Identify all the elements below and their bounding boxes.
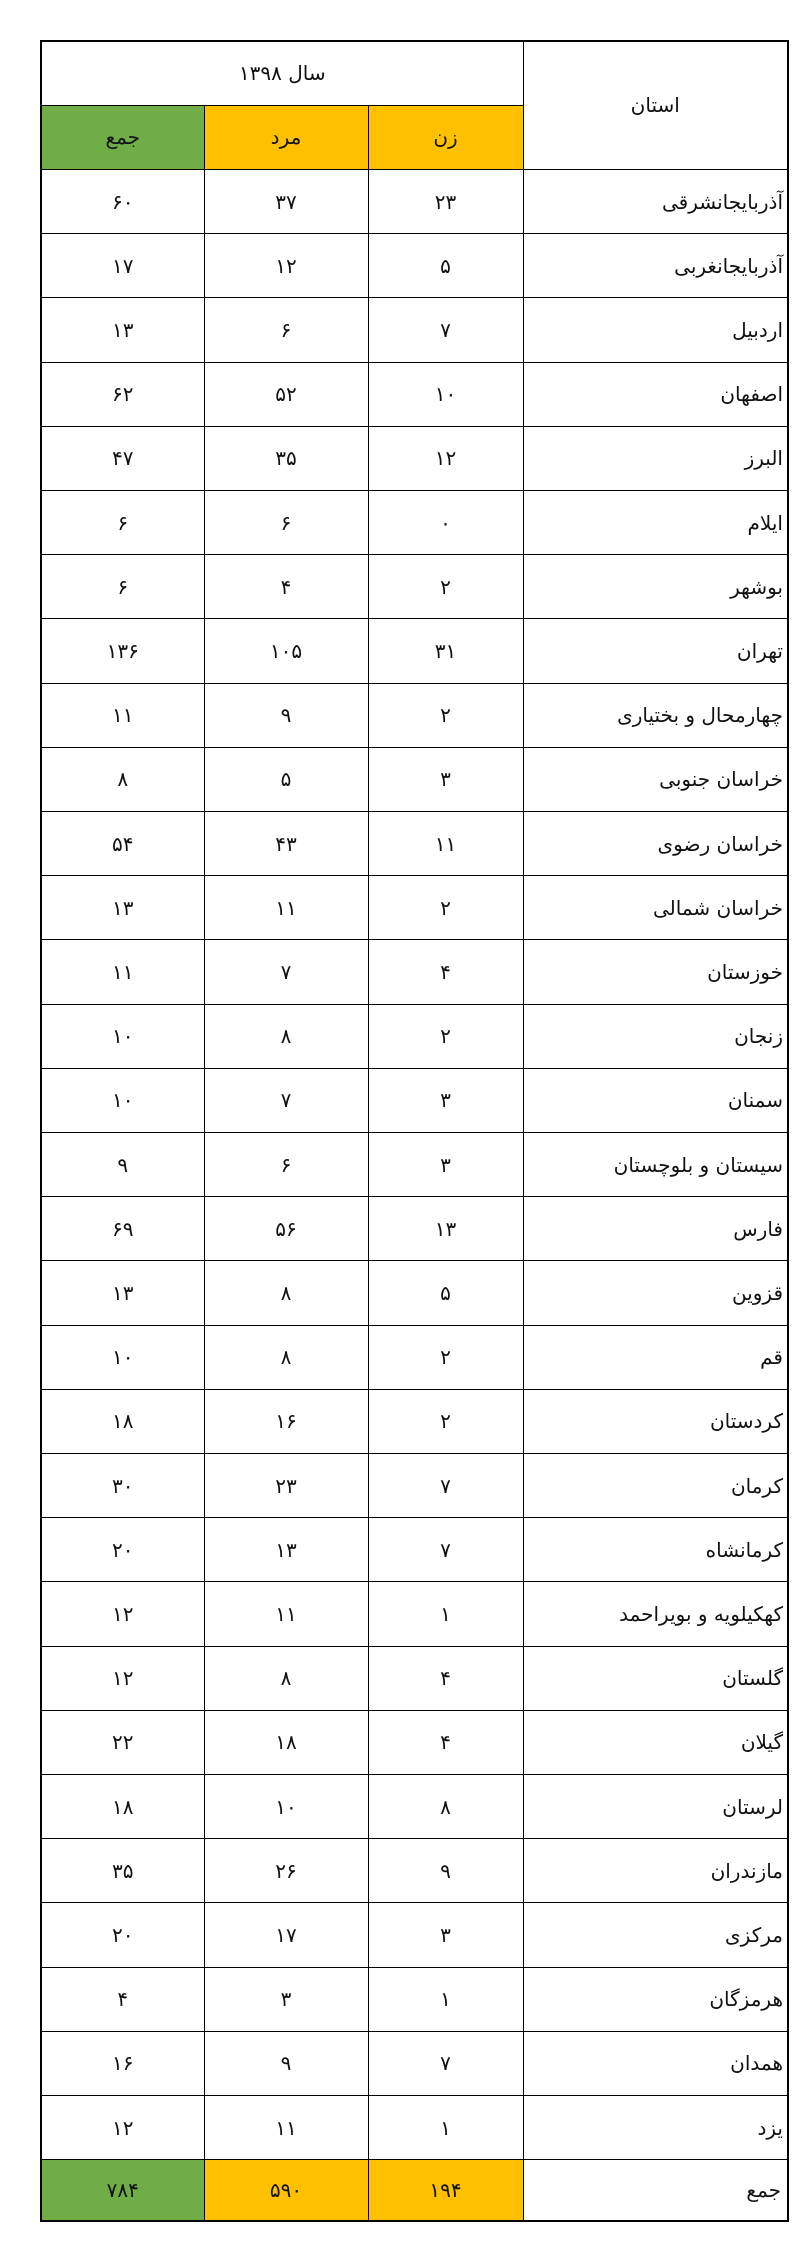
table-row [41,1132,788,1196]
total-count-cell: ۴۷ [41,426,204,490]
total-count-cell: ۱۲ [41,1646,204,1710]
province-cell: کردستان [523,1389,788,1453]
province-statistics-table [40,40,789,2222]
total-count-cell: ۱۱ [41,683,204,747]
male-count-cell: ۷ [204,1068,368,1132]
male-count-cell: ۹ [204,2031,368,2095]
table-row [41,1261,788,1325]
total-count-cell: ۶۲ [41,362,204,426]
male-count-cell: ۱۱ [204,1582,368,1646]
year-header-row [41,41,788,105]
male-count-cell: ۱۰۵ [204,619,368,683]
female-count-cell: ۲ [368,1389,523,1453]
province-cell: سمنان [523,1068,788,1132]
total-count-cell: ۳۵ [41,1839,204,1903]
table-body [41,41,788,2221]
table-row [41,1582,788,1646]
female-count-cell: ۳ [368,747,523,811]
male-column-header: مرد [204,105,368,169]
year-header: سال ۱۳۹۸ [41,41,523,105]
province-cell: تهران [523,619,788,683]
male-count-cell: ۶ [204,490,368,554]
table-row [41,1774,788,1838]
female-count-cell: ۷ [368,298,523,362]
female-count-cell: ۲ [368,876,523,940]
male-count-cell: ۵ [204,747,368,811]
totals-label: جمع [523,2160,788,2221]
table-row [41,1903,788,1967]
male-count-cell: ۱۲ [204,234,368,298]
total-count-cell: ۳۰ [41,1453,204,1517]
province-cell: مرکزی [523,1903,788,1967]
male-count-cell: ۲۶ [204,1839,368,1903]
province-cell: کرمانشاه [523,1518,788,1582]
province-cell: قزوین [523,1261,788,1325]
province-statistics-table-frame [40,40,787,2222]
total-count-cell: ۱۳ [41,298,204,362]
male-count-cell: ۶ [204,298,368,362]
female-count-cell: ۲ [368,1004,523,1068]
female-count-cell: ۵ [368,1261,523,1325]
total-count-cell: ۱۸ [41,1774,204,1838]
female-count-cell: ۲ [368,555,523,619]
total-count-cell: ۱۰ [41,1325,204,1389]
table-row [41,683,788,747]
table-row [41,811,788,875]
province-cell: چهارمحال و بختیاری [523,683,788,747]
female-count-cell: ۴ [368,1710,523,1774]
province-cell: خراسان شمالی [523,876,788,940]
female-count-cell: ۲ [368,1325,523,1389]
total-count-cell: ۱۲ [41,1582,204,1646]
total-count-cell: ۱۸ [41,1389,204,1453]
totals-male-cell: ۵۹۰ [204,2160,368,2221]
total-count-cell: ۹ [41,1132,204,1196]
table-row [41,1518,788,1582]
province-cell: خراسان رضوی [523,811,788,875]
total-count-cell: ۶ [41,490,204,554]
male-count-cell: ۱۶ [204,1389,368,1453]
totals-row [41,2160,788,2221]
province-cell: یزد [523,2096,788,2160]
male-count-cell: ۴ [204,555,368,619]
province-cell: گیلان [523,1710,788,1774]
male-count-cell: ۵۲ [204,362,368,426]
table-row [41,1389,788,1453]
table-row [41,1068,788,1132]
table-row [41,426,788,490]
female-count-cell: ۲۳ [368,169,523,233]
table-row [41,619,788,683]
table-row [41,555,788,619]
male-count-cell: ۱۱ [204,2096,368,2160]
total-count-cell: ۶۰ [41,169,204,233]
total-count-cell: ۲۰ [41,1518,204,1582]
totals-total-cell: ۷۸۴ [41,2160,204,2221]
female-count-cell: ۳ [368,1068,523,1132]
total-count-cell: ۵۴ [41,811,204,875]
province-cell: بوشهر [523,555,788,619]
province-cell: ایلام [523,490,788,554]
table-row [41,490,788,554]
total-count-cell: ۴ [41,1967,204,2031]
male-count-cell: ۱۳ [204,1518,368,1582]
province-cell: کرمان [523,1453,788,1517]
province-cell: آذربایجانغربی [523,234,788,298]
total-count-cell: ۱۳۶ [41,619,204,683]
total-count-cell: ۱۰ [41,1004,204,1068]
total-count-cell: ۲۰ [41,1903,204,1967]
total-count-cell: ۱۰ [41,1068,204,1132]
table-row [41,1710,788,1774]
province-cell: گلستان [523,1646,788,1710]
female-count-cell: ۱۳ [368,1197,523,1261]
female-count-cell: ۱ [368,1582,523,1646]
province-cell: خوزستان [523,940,788,1004]
table-row [41,1004,788,1068]
female-column-header: زن [368,105,523,169]
table-row [41,876,788,940]
female-count-cell: ۷ [368,2031,523,2095]
total-count-cell: ۶ [41,555,204,619]
male-count-cell: ۸ [204,1004,368,1068]
table-row [41,362,788,426]
table-row [41,234,788,298]
province-cell: فارس [523,1197,788,1261]
male-count-cell: ۱۱ [204,876,368,940]
table-row [41,747,788,811]
female-count-cell: ۸ [368,1774,523,1838]
province-cell: زنجان [523,1004,788,1068]
female-count-cell: ۱۰ [368,362,523,426]
female-count-cell: ۴ [368,1646,523,1710]
female-count-cell: ۱۲ [368,426,523,490]
female-count-cell: ۰ [368,490,523,554]
table-row [41,1453,788,1517]
province-cell: قم [523,1325,788,1389]
male-count-cell: ۱۸ [204,1710,368,1774]
male-count-cell: ۵۶ [204,1197,368,1261]
total-count-cell: ۱۳ [41,876,204,940]
male-count-cell: ۱۷ [204,1903,368,1967]
province-cell: کهکیلویه و بویراحمد [523,1582,788,1646]
male-count-cell: ۳۵ [204,426,368,490]
totals-female-cell: ۱۹۴ [368,2160,523,2221]
female-count-cell: ۵ [368,234,523,298]
table-row [41,1325,788,1389]
province-cell: هرمزگان [523,1967,788,2031]
total-count-cell: ۱۲ [41,2096,204,2160]
female-count-cell: ۷ [368,1518,523,1582]
table-row [41,1197,788,1261]
total-count-cell: ۱۳ [41,1261,204,1325]
male-count-cell: ۱۰ [204,1774,368,1838]
female-count-cell: ۳ [368,1903,523,1967]
male-count-cell: ۹ [204,683,368,747]
female-count-cell: ۹ [368,1839,523,1903]
table-row [41,1967,788,2031]
total-count-cell: ۱۶ [41,2031,204,2095]
total-column-header: جمع [41,105,204,169]
male-count-cell: ۸ [204,1646,368,1710]
table-row [41,298,788,362]
total-count-cell: ۱۷ [41,234,204,298]
male-count-cell: ۳۷ [204,169,368,233]
male-count-cell: ۸ [204,1325,368,1389]
total-count-cell: ۶۹ [41,1197,204,1261]
total-count-cell: ۱۱ [41,940,204,1004]
male-count-cell: ۲۳ [204,1453,368,1517]
female-count-cell: ۷ [368,1453,523,1517]
male-count-cell: ۸ [204,1261,368,1325]
province-cell: آذربایجانشرقی [523,169,788,233]
female-count-cell: ۱۱ [368,811,523,875]
male-count-cell: ۴۳ [204,811,368,875]
female-count-cell: ۲ [368,683,523,747]
province-cell: مازندران [523,1839,788,1903]
province-cell: البرز [523,426,788,490]
table-row [41,2096,788,2160]
male-count-cell: ۳ [204,1967,368,2031]
female-count-cell: ۱ [368,2096,523,2160]
province-cell: اردبیل [523,298,788,362]
table-row [41,940,788,1004]
female-count-cell: ۱ [368,1967,523,2031]
table-row [41,1839,788,1903]
female-count-cell: ۳۱ [368,619,523,683]
table-row [41,1646,788,1710]
female-count-cell: ۳ [368,1132,523,1196]
total-count-cell: ۸ [41,747,204,811]
province-cell: خراسان جنوبی [523,747,788,811]
province-column-header: استان [523,41,788,169]
total-count-cell: ۲۲ [41,1710,204,1774]
female-count-cell: ۴ [368,940,523,1004]
province-cell: سیستان و بلوچستان [523,1132,788,1196]
male-count-cell: ۷ [204,940,368,1004]
male-count-cell: ۶ [204,1132,368,1196]
table-row [41,2031,788,2095]
province-cell: اصفهان [523,362,788,426]
table-row [41,169,788,233]
province-cell: لرستان [523,1774,788,1838]
province-cell: همدان [523,2031,788,2095]
